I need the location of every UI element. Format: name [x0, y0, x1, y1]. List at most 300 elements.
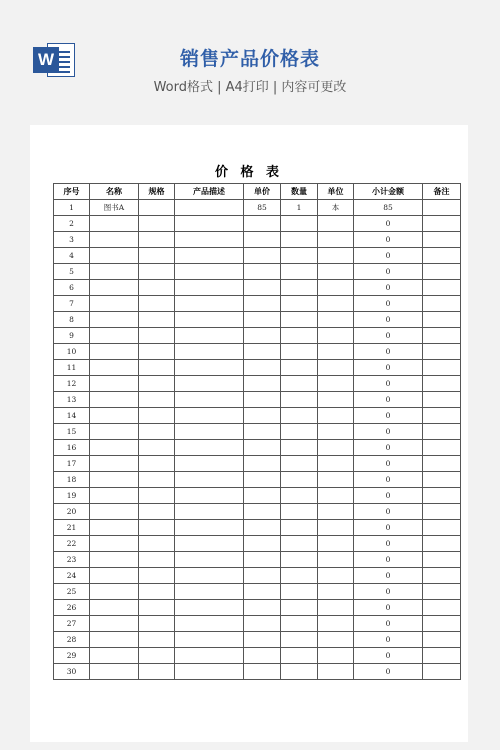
table-cell	[90, 232, 139, 248]
table-cell	[423, 520, 461, 536]
column-header: 数量	[281, 184, 318, 200]
table-cell	[318, 280, 354, 296]
table-cell	[423, 504, 461, 520]
table-cell: 18	[54, 472, 90, 488]
table-cell	[139, 504, 175, 520]
table-cell	[281, 392, 318, 408]
table-cell	[90, 552, 139, 568]
table-cell	[318, 504, 354, 520]
table-cell	[139, 440, 175, 456]
page-subtitle: Word格式 | A4打印 | 内容可更改	[153, 80, 347, 95]
table-row	[54, 312, 461, 328]
table-cell	[90, 648, 139, 664]
column-header: 单价	[244, 184, 281, 200]
table-cell	[423, 632, 461, 648]
table-cell	[281, 504, 318, 520]
table-cell: 15	[54, 424, 90, 440]
table-cell	[318, 600, 354, 616]
table-cell: 0	[354, 312, 423, 328]
table-cell	[281, 440, 318, 456]
table-cell: 17	[54, 456, 90, 472]
table-row	[54, 200, 461, 216]
table-cell	[281, 264, 318, 280]
table-cell	[281, 360, 318, 376]
table-row	[54, 616, 461, 632]
table-cell: 24	[54, 568, 90, 584]
table-cell	[90, 472, 139, 488]
table-cell: 0	[354, 328, 423, 344]
table-cell: 0	[354, 360, 423, 376]
table-cell	[244, 520, 281, 536]
table-cell	[175, 632, 244, 648]
table-row	[54, 472, 461, 488]
table-cell: 30	[54, 664, 90, 680]
table-cell	[90, 440, 139, 456]
table-cell	[281, 248, 318, 264]
table-cell	[175, 216, 244, 232]
table-cell	[90, 600, 139, 616]
table-cell: 3	[54, 232, 90, 248]
table-cell	[139, 472, 175, 488]
table-cell	[244, 552, 281, 568]
page-title: 销售产品价格表	[179, 48, 320, 70]
table-cell: 9	[54, 328, 90, 344]
table-cell: 11	[54, 360, 90, 376]
table-cell	[244, 488, 281, 504]
table-cell	[139, 616, 175, 632]
table-cell	[318, 328, 354, 344]
table-cell	[175, 200, 244, 216]
table-cell	[281, 280, 318, 296]
table-cell	[281, 536, 318, 552]
table-cell	[175, 360, 244, 376]
table-cell	[139, 552, 175, 568]
table-cell	[175, 440, 244, 456]
table-cell	[139, 664, 175, 680]
table-row	[54, 504, 461, 520]
table-cell	[318, 520, 354, 536]
table-row	[54, 520, 461, 536]
table-cell	[175, 296, 244, 312]
table-cell: 12	[54, 376, 90, 392]
table-cell	[281, 328, 318, 344]
table-cell: 0	[354, 216, 423, 232]
table-cell	[281, 216, 318, 232]
column-header: 名称	[90, 184, 139, 200]
table-cell	[175, 600, 244, 616]
table-cell	[175, 520, 244, 536]
table-cell	[423, 360, 461, 376]
table-row	[54, 248, 461, 264]
table-cell	[244, 616, 281, 632]
table-cell	[423, 312, 461, 328]
table-cell	[175, 392, 244, 408]
table-cell	[139, 328, 175, 344]
table-cell	[281, 472, 318, 488]
table-cell	[281, 568, 318, 584]
table-cell	[139, 488, 175, 504]
table-cell: 10	[54, 344, 90, 360]
table-cell	[139, 600, 175, 616]
table-cell: 85	[354, 200, 423, 216]
table-cell: 0	[354, 264, 423, 280]
table-cell	[139, 248, 175, 264]
table-cell	[90, 408, 139, 424]
table-cell: 23	[54, 552, 90, 568]
table-cell	[175, 264, 244, 280]
table-cell: 0	[354, 456, 423, 472]
table-cell	[318, 248, 354, 264]
table-cell	[423, 568, 461, 584]
table-cell	[318, 264, 354, 280]
table-cell	[423, 488, 461, 504]
table-cell: 19	[54, 488, 90, 504]
table-cell	[318, 472, 354, 488]
table-cell	[318, 456, 354, 472]
table-cell	[244, 440, 281, 456]
table-cell	[423, 408, 461, 424]
table-cell: 27	[54, 616, 90, 632]
table-cell	[244, 456, 281, 472]
table-cell	[90, 424, 139, 440]
table-cell	[90, 328, 139, 344]
table-cell	[318, 360, 354, 376]
table-cell	[90, 536, 139, 552]
table-cell: 0	[354, 504, 423, 520]
table-cell: 21	[54, 520, 90, 536]
table-cell	[423, 472, 461, 488]
table-cell	[244, 216, 281, 232]
table-row	[54, 328, 461, 344]
table-cell	[281, 456, 318, 472]
table-cell	[139, 312, 175, 328]
table-cell	[423, 424, 461, 440]
table-cell	[175, 664, 244, 680]
table-cell	[244, 344, 281, 360]
table-cell: 85	[244, 200, 281, 216]
table-cell	[175, 488, 244, 504]
table-cell	[318, 648, 354, 664]
table-cell: 0	[354, 552, 423, 568]
table-cell	[244, 248, 281, 264]
table-cell: 14	[54, 408, 90, 424]
table-row	[54, 360, 461, 376]
table-cell	[318, 552, 354, 568]
table-cell: 20	[54, 504, 90, 520]
table-cell	[244, 280, 281, 296]
table-cell	[90, 616, 139, 632]
table-cell	[318, 440, 354, 456]
table-cell	[175, 568, 244, 584]
column-header: 单位	[318, 184, 354, 200]
table-cell	[175, 536, 244, 552]
table-cell	[244, 648, 281, 664]
table-cell	[139, 232, 175, 248]
table-cell	[244, 536, 281, 552]
table-cell	[423, 536, 461, 552]
table-cell: 0	[354, 232, 423, 248]
table-cell: 0	[354, 296, 423, 312]
column-header: 小计金额	[354, 184, 423, 200]
table-cell	[318, 584, 354, 600]
table-cell	[90, 456, 139, 472]
table-cell	[281, 584, 318, 600]
table-cell	[139, 216, 175, 232]
price-table	[53, 183, 461, 680]
table-cell	[175, 232, 244, 248]
table-cell: 0	[354, 424, 423, 440]
table-cell	[244, 312, 281, 328]
table-cell	[90, 664, 139, 680]
table-cell	[318, 376, 354, 392]
table-cell	[90, 264, 139, 280]
table-cell: 0	[354, 280, 423, 296]
table-cell	[318, 664, 354, 680]
table-cell	[281, 424, 318, 440]
table-cell	[423, 344, 461, 360]
table-cell	[244, 296, 281, 312]
table-row	[54, 296, 461, 312]
table-cell	[318, 488, 354, 504]
table-cell	[139, 392, 175, 408]
table-cell	[244, 568, 281, 584]
table-cell	[281, 632, 318, 648]
table-cell: 0	[354, 408, 423, 424]
table-cell: 28	[54, 632, 90, 648]
table-cell	[175, 584, 244, 600]
table-cell: 0	[354, 440, 423, 456]
table-cell	[244, 264, 281, 280]
table-cell	[281, 296, 318, 312]
table-cell	[244, 600, 281, 616]
table-cell	[281, 408, 318, 424]
table-cell	[90, 504, 139, 520]
table-cell	[244, 360, 281, 376]
table-cell	[423, 248, 461, 264]
table-cell: 0	[354, 472, 423, 488]
table-cell: 0	[354, 520, 423, 536]
table-cell	[318, 408, 354, 424]
table-cell	[318, 232, 354, 248]
table-cell: 0	[354, 632, 423, 648]
table-cell: 0	[354, 344, 423, 360]
table-cell	[175, 408, 244, 424]
table-cell	[90, 312, 139, 328]
table-cell	[139, 584, 175, 600]
table-cell	[281, 232, 318, 248]
table-cell	[318, 424, 354, 440]
table-cell	[423, 584, 461, 600]
table-cell	[139, 536, 175, 552]
table-row	[54, 584, 461, 600]
column-header: 产品描述	[175, 184, 244, 200]
table-cell: 0	[354, 648, 423, 664]
table-cell	[175, 504, 244, 520]
table-cell	[318, 296, 354, 312]
table-row	[54, 536, 461, 552]
document-page	[30, 125, 468, 742]
table-cell	[281, 616, 318, 632]
table-cell	[244, 392, 281, 408]
table-row	[54, 232, 461, 248]
table-cell	[423, 392, 461, 408]
table-cell: 29	[54, 648, 90, 664]
table-cell	[423, 216, 461, 232]
table-cell: 13	[54, 392, 90, 408]
table-cell	[244, 472, 281, 488]
table-cell	[139, 568, 175, 584]
table-cell	[423, 200, 461, 216]
table-cell: 0	[354, 568, 423, 584]
table-cell: 0	[354, 488, 423, 504]
table-row	[54, 488, 461, 504]
table-cell: 7	[54, 296, 90, 312]
table-row	[54, 408, 461, 424]
table-row	[54, 280, 461, 296]
table-cell	[281, 648, 318, 664]
document-heading: 价 格 表	[214, 165, 284, 180]
table-cell	[175, 648, 244, 664]
word-letter-badge: W	[33, 47, 59, 73]
table-cell	[318, 632, 354, 648]
table-body	[54, 200, 461, 680]
table-cell: 0	[354, 248, 423, 264]
column-header: 序号	[54, 184, 90, 200]
table-cell	[281, 344, 318, 360]
table-cell	[139, 408, 175, 424]
column-header: 备注	[423, 184, 461, 200]
table-cell	[281, 552, 318, 568]
table-cell	[90, 392, 139, 408]
table-cell	[244, 504, 281, 520]
column-header: 规格	[139, 184, 175, 200]
table-cell	[244, 408, 281, 424]
table-cell	[244, 424, 281, 440]
table-cell	[423, 280, 461, 296]
table-cell	[139, 264, 175, 280]
table-cell	[175, 424, 244, 440]
table-cell	[90, 520, 139, 536]
table-cell	[318, 536, 354, 552]
table-cell	[423, 616, 461, 632]
table-cell	[139, 648, 175, 664]
table-cell: 25	[54, 584, 90, 600]
table-cell	[423, 456, 461, 472]
table-row	[54, 648, 461, 664]
table-cell	[90, 296, 139, 312]
table-cell	[423, 328, 461, 344]
table-cell: 0	[354, 376, 423, 392]
table-cell: 0	[354, 536, 423, 552]
table-cell: 26	[54, 600, 90, 616]
table-cell	[423, 600, 461, 616]
table-cell	[139, 456, 175, 472]
table-cell	[244, 232, 281, 248]
table-cell	[139, 344, 175, 360]
table-cell	[90, 584, 139, 600]
table-cell	[90, 376, 139, 392]
table-cell	[90, 568, 139, 584]
table-cell	[423, 552, 461, 568]
table-cell: 8	[54, 312, 90, 328]
table-cell	[175, 616, 244, 632]
table-cell	[281, 312, 318, 328]
table-cell	[90, 344, 139, 360]
table-cell	[244, 328, 281, 344]
table-cell	[175, 280, 244, 296]
table-cell	[423, 648, 461, 664]
table-cell	[175, 472, 244, 488]
table-cell	[90, 488, 139, 504]
table-row	[54, 216, 461, 232]
table-cell: 6	[54, 280, 90, 296]
table-cell: 本	[318, 200, 354, 216]
table-cell	[175, 376, 244, 392]
table-cell: 0	[354, 664, 423, 680]
table-row	[54, 376, 461, 392]
table-row	[54, 456, 461, 472]
table-cell: 图书A	[90, 200, 139, 216]
table-cell	[175, 312, 244, 328]
table-row	[54, 424, 461, 440]
table-cell	[139, 360, 175, 376]
table-cell	[423, 664, 461, 680]
table-cell	[423, 440, 461, 456]
table-row	[54, 568, 461, 584]
table-cell	[90, 632, 139, 648]
table-cell	[139, 280, 175, 296]
table-cell: 0	[354, 600, 423, 616]
table-cell	[90, 248, 139, 264]
table-cell	[423, 376, 461, 392]
table-cell	[175, 248, 244, 264]
table-cell	[90, 280, 139, 296]
table-row	[54, 632, 461, 648]
table-cell	[244, 632, 281, 648]
table-cell	[139, 520, 175, 536]
table-cell	[139, 296, 175, 312]
table-cell: 2	[54, 216, 90, 232]
table-cell	[139, 200, 175, 216]
table-cell: 1	[54, 200, 90, 216]
table-cell: 4	[54, 248, 90, 264]
table-row	[54, 552, 461, 568]
table-cell	[281, 488, 318, 504]
table-cell	[175, 552, 244, 568]
table-cell	[281, 520, 318, 536]
table-cell	[175, 328, 244, 344]
table-cell	[318, 392, 354, 408]
table-row	[54, 264, 461, 280]
table-cell	[423, 264, 461, 280]
table-cell: 0	[354, 584, 423, 600]
table-cell: 0	[354, 616, 423, 632]
table-cell	[244, 584, 281, 600]
table-cell	[281, 600, 318, 616]
table-cell	[318, 312, 354, 328]
table-cell: 0	[354, 392, 423, 408]
table-cell	[175, 456, 244, 472]
table-row	[54, 600, 461, 616]
table-cell	[281, 376, 318, 392]
table-row	[54, 392, 461, 408]
table-cell	[90, 360, 139, 376]
table-row	[54, 664, 461, 680]
table-cell	[423, 232, 461, 248]
table-cell	[139, 376, 175, 392]
table-cell	[139, 632, 175, 648]
table-cell: 5	[54, 264, 90, 280]
